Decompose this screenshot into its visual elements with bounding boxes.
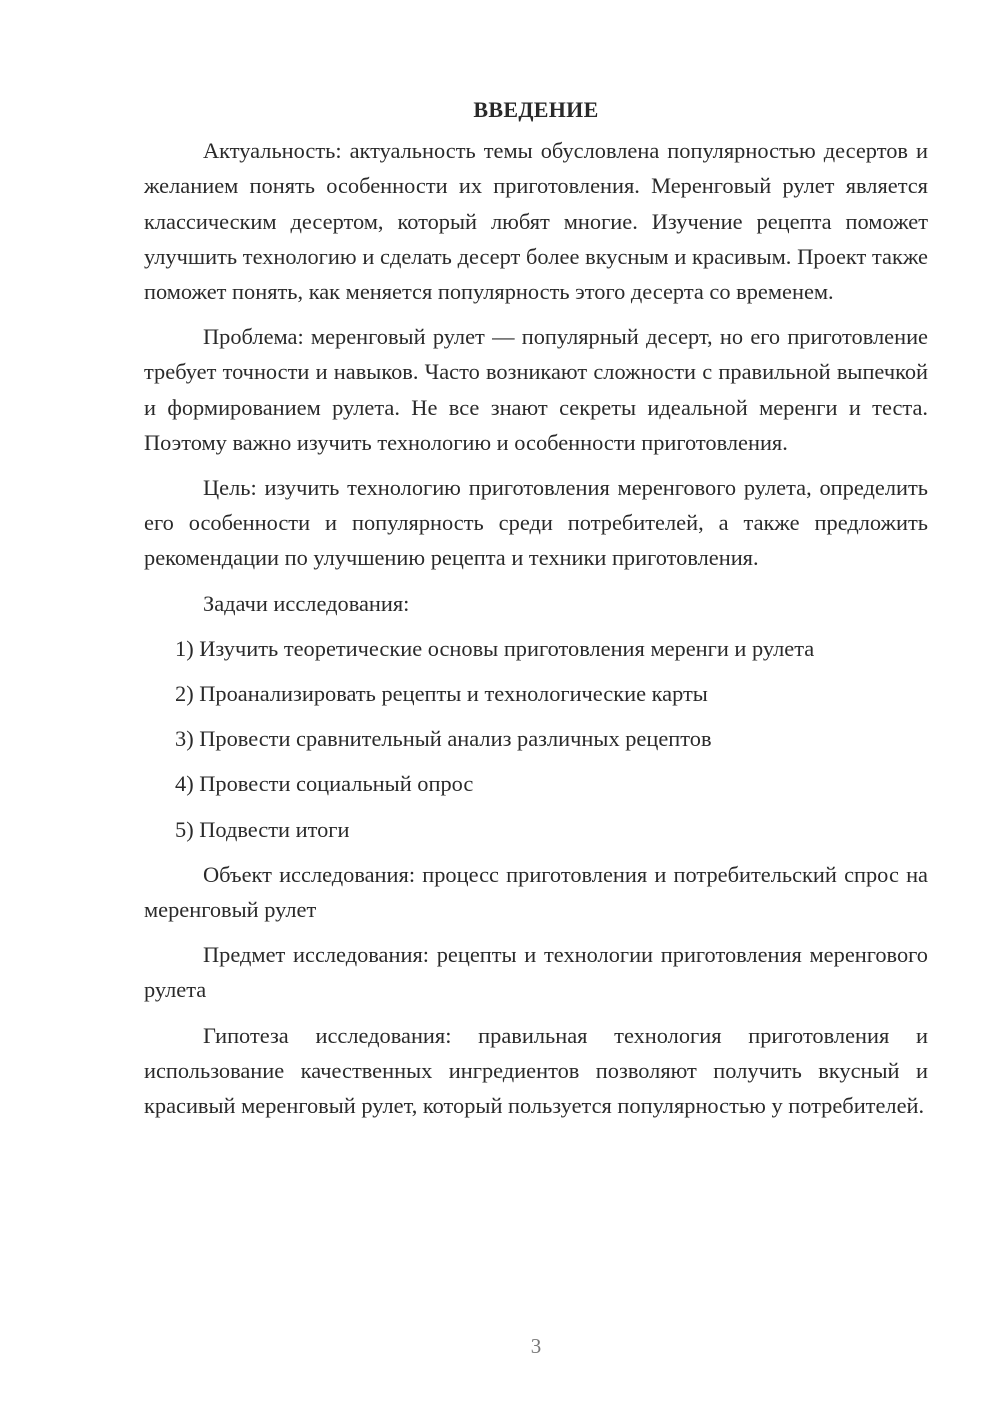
page-number: 3 (530, 1334, 542, 1358)
paragraph-goal: Цель: изучить технологию приготовления меренгового рулета, определить его особенности и популярность среди потребителей, а также предложить рекомендации по улучшению рецепта и техники приготовления. (144, 475, 928, 571)
tasks-heading: Задачи исследования: (203, 590, 410, 616)
list-item: 1) Изучить теоретические основы приготовления меренги и рулета (175, 635, 815, 661)
paragraph-relevance: Актуальность: актуальность темы обусловлена популярностью десертов и желанием понять особенности их приготовления. Меренговый рулет является классическим десертом, который любят многие. Изучение рецепта поможет улучшить технологию и сделать десерт более вкусным и красивым. Проект также поможет понять, как меняется популярность этого десерта со временем. (144, 138, 928, 305)
paragraph-object: Объект исследования: процесс приготовления и потребительский спрос на меренговый рулет (144, 861, 928, 923)
list-item: 5) Подвести итоги (175, 816, 350, 842)
page-title: ВВЕДЕНИЕ (473, 97, 599, 122)
paragraph-subject: Предмет исследования: рецепты и технологии приготовления меренгового рулета (144, 942, 928, 1003)
list-item: 4) Провести социальный опрос (175, 771, 474, 797)
page-content (144, 92, 928, 1133)
paragraph-problem: Проблема: меренговый рулет — популярный десерт, но его приготовление требует точности и навыков. Часто возникают сложности с правильной выпечкой и формированием рулета. Не все знают секреты идеальной меренги и теста. Поэтому важно изучить технологию и особенности приготовления. (144, 324, 928, 455)
task-list (144, 631, 928, 847)
list-item: 3) Провести сравнительный анализ различных рецептов (175, 726, 712, 752)
list-item: 2) Проанализировать рецепты и технологические карты (175, 681, 708, 707)
paragraph-hypothesis: Гипотеза исследования: правильная технология приготовления и использование качественных ингредиентов позволяют получить вкусный и красивый меренговый рулет, который пользуется популярностью у потребителей. (144, 1022, 928, 1119)
